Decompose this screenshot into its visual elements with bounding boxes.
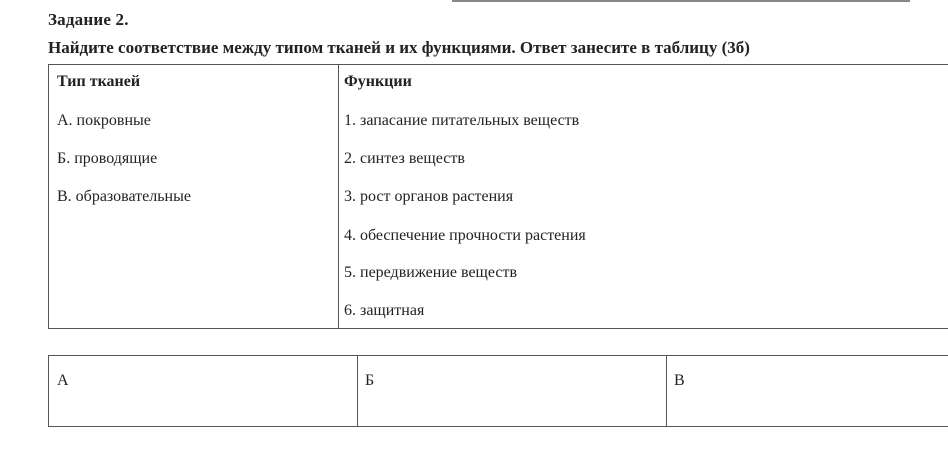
- task-title: Задание 2.: [48, 10, 129, 29]
- tissue-type-item: А. покровные: [57, 112, 151, 129]
- answer-divider: [357, 356, 358, 426]
- answer-cell-a[interactable]: А: [57, 372, 69, 389]
- matching-table: [48, 64, 948, 329]
- answer-cell-b[interactable]: Б: [365, 372, 375, 389]
- function-item: 5. передвижение веществ: [344, 264, 518, 281]
- function-item: 1. запасание питательных веществ: [344, 112, 580, 129]
- tissue-type-item: Б. проводящие: [57, 150, 158, 167]
- function-item: 4. обеспечение прочности растения: [344, 227, 586, 244]
- tissue-type-item: В. образовательные: [57, 188, 191, 205]
- header-functions: Функции: [344, 73, 412, 90]
- function-item: 3. рост органов растения: [344, 188, 514, 205]
- top-rule: [452, 0, 910, 2]
- task-instruction: Найдите соответствие между типом тканей и их функциями. Ответ занесите в таблицу (3б): [48, 38, 750, 57]
- header-tissue-type: Тип тканей: [57, 73, 141, 90]
- column-divider: [338, 65, 339, 328]
- answer-divider: [666, 356, 667, 426]
- function-item: 6. защитная: [344, 302, 425, 319]
- answer-table: [48, 355, 948, 427]
- answer-cell-v[interactable]: В: [674, 372, 685, 389]
- function-item: 2. синтез веществ: [344, 150, 465, 167]
